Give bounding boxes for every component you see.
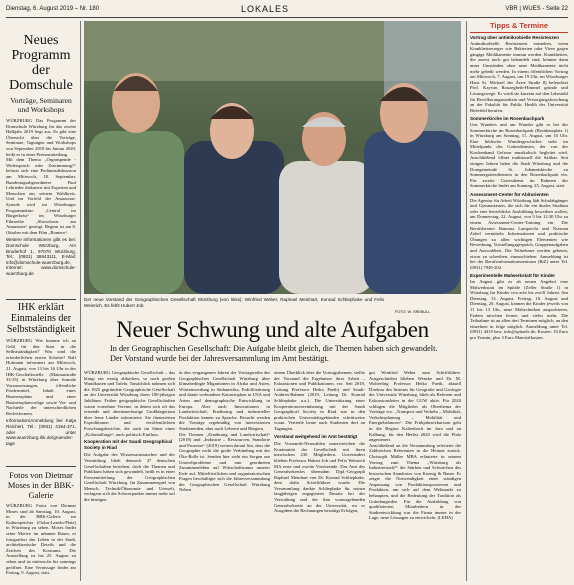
teaser-domschule-body-2: Mit dem Thema „Organspende - Widerspruch oder Zustimmung?“ befasst sich eine Podiumsdiskussion am Mittwoch, 18. September. Bundestagsabgeordneter Paul Lehrieder diskutiert mit Experten und Menschen aus seinem Wahlkreis. Und im Vorfeld der Amazonas-Synode wird im Würzburger Programmkino „Central im Bürgerbräu“ im Würzburger Filmreihe „Showdown am Amazonas“ gezeigt. Beginn ist am 8. Oktober mit dem Film „Romero“. xyxy=(6,157,76,235)
teaser-bbk-headline: Fotos von Dietmar Moses in der BBK-Galerie xyxy=(7,470,75,500)
article-text-4b: Anschließend an die Versammlung referierte die Zahlreichen Referenten in die Heimat zurück. Christoph Müller MBA erläuterte in seinem Vortrag zum Thema „Würzburg als Industriestadt?“ die Stärken und Schwächen des historischen Standortes von Koenig & Bauer. Er zeigte die Notwendigkeit einer ständigen Anpassung von Produktionsprozessen und Produkten, um sich auf dem Weltmarkt zu behaupten, und die Bedeutung der Tradition als Gründungsidee. Für die Ausbildung von qualifizierten Mitarbeitern in der Stadtentwicklung war die Firma immer in der Lage, neue Lösungen zu entwickeln. (LEHA) xyxy=(369,442,461,521)
teaser-ihk xyxy=(6,302,76,446)
article-text-1: WÜRZBURG Geographische Gesellschaft – das klingt ein wenig altbacken, so nach großen Wandkarten und Tafeln. Tatsächlich nahmen sich die 1925 gegründete Geographische Gesellschaft an der Universität Würzburg ihren 100-jährigen Jubiläum. Früher geographische Gesellschaften waren vornehme Vereine, in denen sich oft das reisende und abenteuerlustige Großbürgertum über ferne Länder informierte. Sie finanzierten Expeditionen und veröffentlichten Forschungsberichte, die auch im Sinne eines „Kolonialfrage“, auch politisch Einfluss. xyxy=(84,370,175,437)
article-text-2b: Die Themen „Ernährung und Landwirtschaft“ (2018) und „Industrie – Ressourcen, Standorte und Prozesse“ (2019) weisen darauf hin, dass die Geographie nicht die große Verbindung mit der Öko-Rolle ist. Senden hier sieht ein Sorgen um Umweltprobleme und nun geordneten Zusammenleben auf Wirtschaftsraum unserer Erde auf. Mittelfristlichen und organisatorischen Fragen beschäftigte sich die Jahresversammlung der Geographischen Gesellschaft Würzburg Neben xyxy=(179,431,270,493)
sidebar-item xyxy=(470,35,568,113)
sidebar-item-body: Im August gibt es ab neuen Angebot eine Malwerkstatt im Spitäle (Zeller Straße 1) in Würzburg für Kinder von acht bis zwölf Jahren. Am Dienstag, 13. August, Freitag, 16. August und Dienstag, 20. August, können die Kinder jeweils von 11 bis 13 Uhr, neue Maltechniken ausprobieren, Farben mischen lernen und vieles mehr. Die Teilnahme ist an allen drei Terminen möglich, an den einzelnen in folge möglich. Anmeldung unter Tel. (0931) 4419 bzw. info@spitaele.de, Kosten: 10 Euro pro Termin, plus 3 Euro Materialkosten. xyxy=(470,278,568,340)
sidebar-item-headline: Experimentelle Malwerkstatt für Kinder xyxy=(470,273,556,279)
sidebar-item-headline: Sommerkirche im Rosenbachpark xyxy=(470,116,545,122)
left-divider-2 xyxy=(6,466,76,467)
article-column-1 xyxy=(84,370,175,580)
sidebar-item xyxy=(470,116,568,189)
sidebar-item-body: Die Agentur für Arbeit Würzburg lädt Schulabgänger und Gymnasiasten, die sich für ein duales Studium oder eine betriebliche Ausbildung bewerben wollen, am Donnerstag, 22. August, von 9 bis 12.30 Uhr zu einem Assessment-Center-Training ein. Die Berufsberater Ramona Lamprecht und Norman Zobel vermitteln Informationen und praktische Übungen zu allen wichtigen Elementen wie Bewerbung, Vorstellungsgespräch, Gruppenaufgaben und Auswahltest. Die Teilnehmer werden gebeten, etwas zu schreiben, einzuschieben. Anmeldung ist bei der Berufsinformationszentrum (BiZ) unter Tel. (0931) 7949-202. xyxy=(470,197,568,270)
sidebar-item xyxy=(470,192,568,270)
article-text-3b: Die Vorstands-Neuwahlen unterstreichen die Kontinuität der Gesellschaft mit ihren inzwischen 230 Mitgliedern. Unverändert blieben Professor Hubert Job und Felix Weinrich MA erste und zweite Vorsitzende. Das Amt des Generalsekretärs übernahm Dipl.-Geograph Raphael Meinhart von Dr. Konrad Schliephake, dem dafür Schriftführer wurde. Die Versammlung dankte Schliephake für seinen langjährigen engagierten Einsatz bei der Verwaltung und der ihm vorausgehenden Generalsekretär an der Universität, wo er Ausgaben die Rechnungen bestätigt Erfolgen, xyxy=(274,441,365,514)
teaser-domschule-info: Weitere Informationen gibt es bei: Domschule Würzburg, Am Bruderhof 1, 97070 Würzburg, Tel.: (0931) 38643111, E-Mail: info@domschule-wuerzburg.de, Internet: www.domschule-wuerzburg.de xyxy=(6,237,76,277)
page-header xyxy=(6,4,568,16)
left-column-rule xyxy=(80,21,81,581)
sidebar-item xyxy=(470,273,568,340)
teaser-bbk-body: WÜRZBURG Fotos von Dietmar Moses sind ab Samstag, 10. August, in der BBK-Galerie im Kulturspeicher (Oskar-Laredo-Platz) in Würzburg zu sehen. Moses findet seine Motive im urbanen Raum, er fotografiert das Leben in der Stadt, architektonische Details und die Zeichen des Konsums. Die Ausstellung ist bis 25. August zu sehen und ist mittwochs bis sonntags geöffnet. Eine Vernissage findet am Freitag, 9. August, statt. xyxy=(6,503,76,576)
article-text-1b: Die Aufgabe des Wissensaustausches und der Vermittlung blieb dennoch 37 deutschen Gesellschaften bestehen, doch die Themen und Publikum haben sich gewandelt, heißt es in einer Pressemitteilung der Geographischen Gesellschaft Würzburg. Im Zusammenspiel von Mensch, Technik/Ökonomie und Umwelt, verlagern sich die Schwerpunkte immer mehr auf die heutigen xyxy=(84,452,175,503)
article-column-4 xyxy=(369,370,461,580)
article-subhead-3: Vorstand weitgehend im Amt bestätigt xyxy=(274,433,358,439)
sidebar-item-headline: Assessment-Center für Abiturienten xyxy=(470,192,549,198)
sidebar-title xyxy=(470,21,568,33)
sidebar-item-body: Antimikrobielle Resistenzen entstehen, wenn Krankheitserreger wie Bakterien oder Viren gegen gängige Medikamente immun werden. Krankheiten, die zuerst noch gut behandelt sind, können dann unter Umständen ohne neue Medikamente nicht mehr geheilt werden. In einem öffentlichen Vortrag am Mittwoch, 7. August, um 19 Uhr, im Würzburger Haus St. Michael der Ärzte Straße 8) beleuchtet Prof. Kayvan Rouzegheib-Himmel gründe und Lösungswege. Er wirdt sie kurzem auf den Lehrstuhl für Bevölkerungsmedizin und Versorgungsforschung an der Fakultät für Public Health der Universität Bielefeld berufen. xyxy=(470,40,568,113)
group-photo xyxy=(84,21,461,294)
photo-caption: Der neue Vorstand der Geographischen Gesellschaft Würzburg (von links): Winfried Weber, Raphael Meinhart, Konrad Schliephake und Felix Weinrich. Es fehlt Hubert Job. xyxy=(84,297,384,308)
sidebar xyxy=(470,21,568,581)
sidebar-rule xyxy=(466,21,467,581)
sidebar-item-headline: Vortrag über antimikrobielle Resistenzen xyxy=(470,35,560,40)
teaser-domschule-headline: Neues Programm der Domschule xyxy=(9,33,73,93)
teaser-ihk-body: WÜRZBURG Wie komme ich an Geld für den Start in die Selbstständigkeit? Was sind die erforderlichen ersten Schritte? Ralf Hofmann informiert am Mittwoch, 21. August, von 13 bis 16 Uhr in der IHK-Geschäftsstelle (Mainaustraße 33-35) in Würzburg über formale Voraussetzungen, öffentliche Fördermittel, Inhalt eines Businessplans und einer Businessplanvorlage sowie Vor- und Nachteile der unterschiedlichen Rechtsformen. xyxy=(6,338,76,416)
sidebar-title-text: Tipps & Termine xyxy=(489,21,549,30)
teaser-domschule-body: WÜRZBURG Das Programm der Domschule Würzburg für das zweite Halbjahr 2019 liegt aus. Es gibt eine Übersicht über die Vorträge, Seminare, Tagungen und Workshops von September 2019 bis Januar 2020, heißt es in einer Pressemitteilung. xyxy=(6,118,76,157)
teaser-ihk-headline: IHK erklärt Einmaleins der Selbstständigkeit xyxy=(6,302,76,335)
photo-credit: FOTO: W. SREBULL xyxy=(395,310,431,314)
header-rule xyxy=(6,17,568,18)
article-text-2: in den vergangenen Jahren der Vortragsreihe der Geographischen Gesellschaft Würzburg über klimabedingte Migrationen in Afrika und Asien, Wüstenwerdung in Südamerika, Erdölförderung und damit verbundene Katastrophen in USA und Asien und demographische Entwicklung in Europa. Aber auch Innovationen in Landwirtschaft, Ernährung und industrieller Produktion kamen zu Sprache. Besucht werden die Vorträge regelmäßig von interessierten Studierenden, aber auch Lehrern und Bürgern. xyxy=(179,370,270,431)
main-headline: Neuer Schwung und alte Aufgaben xyxy=(116,317,429,342)
section-title: LOKALES xyxy=(241,4,290,14)
article-column-3 xyxy=(274,370,365,580)
article-column-2 xyxy=(179,370,270,580)
edition-page: VBR | WUES - Seite 22 xyxy=(505,6,568,12)
article-subhead-1: Kooperation mit der Saudi Geographical Society in Riad xyxy=(84,439,173,450)
issue-date: Dienstag, 6. August 2019 – Nr. 180 xyxy=(6,6,100,12)
teaser-bbk xyxy=(6,470,76,576)
teaser-ihk-info: Information/Anmeldung bei Katja Reichert, Tel.: (0931) 4194-371, oder unter www.wuerzburg.ihk.de/gruender-tage xyxy=(6,418,76,446)
article-text-3: einem Überblick über die Vortragsthemen, stellte der Vorstand die Ergebnisse ihrer Arbeit – Exkursionen und Publikationen, vor. Seit 2018, Leitung Professor Heiko Paeth) und Saudi-Arabien-Bahnen (2019, Leitung Dr. Konrad Schliephake u.a.). Die Unterstützung einer Kooperationsvereinbarung mit der Saudi Geographical Society in Riad war in den praktischen Universitätsgebäuden schrittweise voran. Vertiefte heute auch Studenten dort an Tagungen. xyxy=(274,370,365,431)
left-column xyxy=(6,21,76,581)
sidebar-item-body: Uns Wunders und am Wunder gibt es bei der Sommerkirche im Rosenbachpark (Residenzplatz 1) in Würzburg am Sonntag, 11. August, um 10 Uhr. Eine biblische Wundergeschichte steht im Mittelpunkt des Gottesdienstes, der von der Kirchenband Gefrorn musikalisch begleitet wird. Anschließend öffnet traditionell die Saftbar. Seit einigen Jahren laden die Stadt Würzburg und die Domgemeinde St. Johanniskirche zu Sommergottesdiensten in den Rosenbachpark ein. Für zweite Gottesdienst im Rahmen der Sommerkirche findet am Sonntag, 25. August, statt. xyxy=(470,121,568,189)
teaser-domschule-subhead: Vorträge, Seminaren und Workshops xyxy=(10,96,72,114)
main-deck: In der Geographischen Gesellschaft: Die Aufgabe bleibt gleich, die Themen haben sich gewandelt. Der Vorstand wurde bei der Jahresversammlung im Amt bestätigt. xyxy=(110,344,438,363)
article-text-4: gut Winfried Weber zum Schriftführer. Ausgeschieden blieben Wenske und Dr. M. Wolterling Professor Heiko Paeth, aktuell Direktor des Instituts für Geografie und Geologie der Universität Würzburg, blieb als Referent und Exkursionsleiter in der GGW aktiv. Für 2020 schlügen die Mitglieder als Oberthema der Vorträge vor: „Transport und Verkehr – Mobilität, Verkehrsplanung – Mobilität und Energiebalancen“. Die Frühjahrsexkursion geht in die Region Kaltenbach im Jura und an Kalbung, für den Herbst 2020 wird die Pfalz angesteuert. xyxy=(369,370,461,443)
photo-illustration xyxy=(84,21,461,294)
left-divider-1 xyxy=(6,299,76,300)
